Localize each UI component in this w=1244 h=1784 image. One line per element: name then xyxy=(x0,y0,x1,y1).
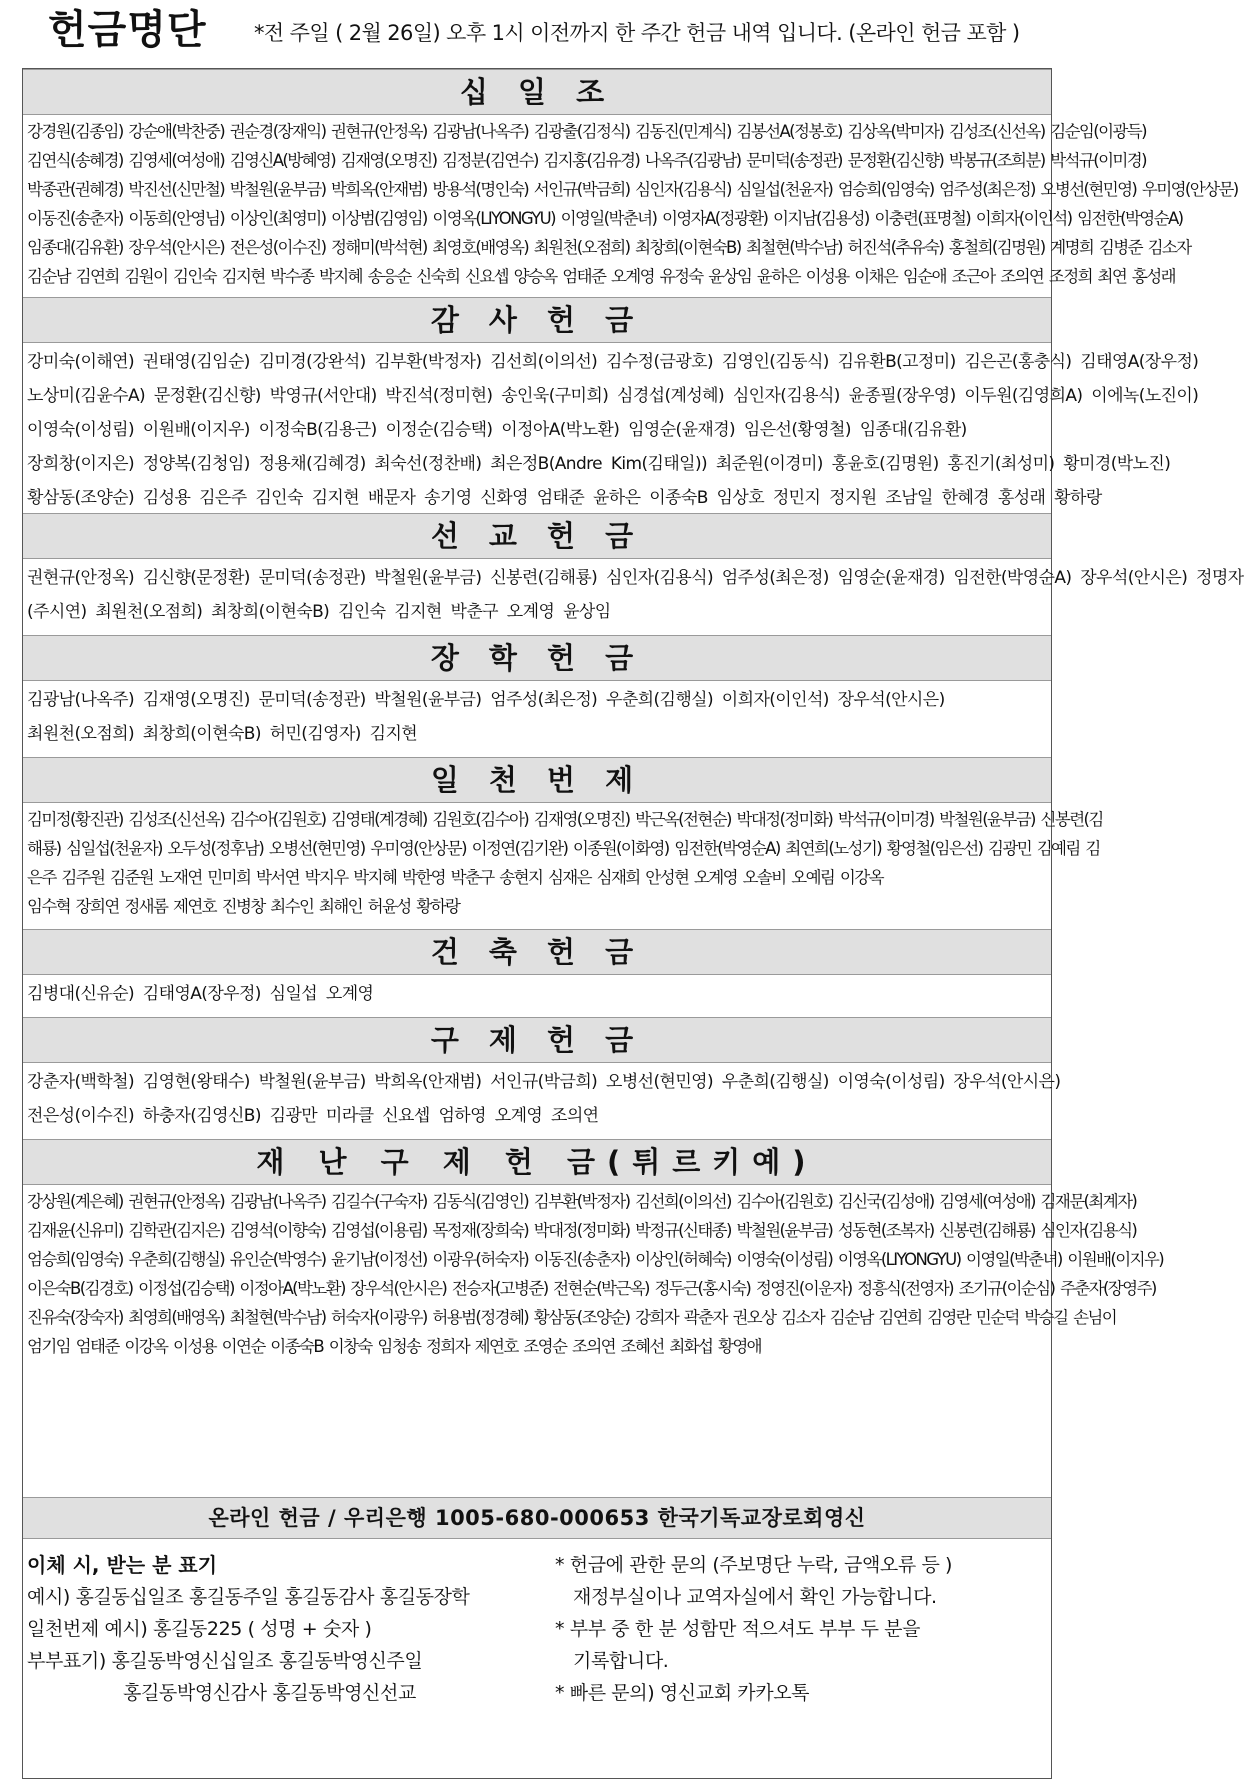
section-body-scholarship xyxy=(27,683,1047,751)
name-line: 김미정(황진관) 김성조(신선옥) 김수아(김원호) 김영태(계경혜) 김원호(김수아) 김재영(오명진) 박근옥(전현순) 박대정(정미화) 박석규(이미경) 박철원(윤부금) 신봉련(김 xyxy=(27,810,1103,829)
section-body-thanks xyxy=(27,345,1199,515)
transfer-guide-title: 이체 시, 받는 분 표기 xyxy=(27,1553,218,1577)
transfer-guide xyxy=(27,1549,547,1709)
header-notice: *전 주일 ( 2월 26일) 오후 1시 이전까지 한 주간 헌금 내역 입니다. (온라인 헌금 포함 ) xyxy=(254,21,1020,45)
transfer-guide-line: 홍길동박영신감사 홍길동박영신선교 xyxy=(123,1682,416,1704)
name-line: 권현규(안정옥) 김신향(문정환) 문미덕(송정관) 박철원(윤부금) 신봉련(김해룡) 심인자(김용식) 엄주성(최은정) 임영순(윤재경) 임전한(박영순A) 장우석(안시은) 정명자 xyxy=(27,568,1244,588)
name-line: 김광남(나옥주) 김재영(오명진) 문미덕(송정관) 박철원(윤부금) 엄주성(최은정) 우춘희(김행실) 이희자(이인석) 장우석(안시은) xyxy=(27,690,945,710)
name-line: 임수혁 장희연 정새롬 제연호 진병창 최수인 최해인 허윤성 황하랑 xyxy=(27,897,460,916)
section-body-relief xyxy=(27,1065,1061,1133)
name-line: 박종관(권혜경) 박진선(신만철) 박철원(윤부금) 박희옥(안재범) 방용석(명인숙) 서인규(박금희) 심인자(김용식) 심일섭(천윤자) 엄승희(임영숙) 엄주성(최은정) 오병선(현민영) 우미영(안상문) xyxy=(27,180,1238,199)
name-line: (주시연) 최원천(오점희) 최창희(이현숙B) 김인숙 김지현 박춘구 오계영 윤상임 xyxy=(27,602,611,622)
name-line: 전은성(이수진) 하충자(김영신B) 김광만 미라클 신요셉 엄하영 오계영 조의연 xyxy=(27,1106,599,1126)
name-line: 진유숙(장숙자) 최영희(배영옥) 최철현(박수남) 허숙자(이광우) 허용범(정경혜) 황삼동(조양순) 강희자 곽춘자 권오상 김소자 김순남 김연희 김영란 민순덕 박승길 손님이 xyxy=(27,1308,1117,1327)
note-line: 기록합니다. xyxy=(573,1650,669,1672)
name-line: 김병대(신유순) 김태영A(장우정) 심일섭 오계영 xyxy=(27,984,374,1004)
note-line: * 부부 중 한 분 성함만 적으셔도 부부 두 분을 xyxy=(555,1618,921,1640)
transfer-guide-line: 예시) 홍길동십일조 홍길동주일 홍길동감사 홍길동장학 xyxy=(27,1586,470,1608)
name-line: 강미숙(이해연) 권태영(김임순) 김미경(강완석) 김부환(박정자) 김선희(이의선) 김수정(금광호) 김영인(김동식) 김유환B(고정미) 김은곤(홍충식) 김태영A(장우정) xyxy=(27,352,1199,372)
name-line: 엄기임 엄태준 이강옥 이성용 이연순 이종숙B 이창숙 임청송 정희자 제연호 조영순 조의연 조혜선 최화섭 황영애 xyxy=(27,1337,762,1356)
section-title-building: 건 축 헌 금 xyxy=(23,929,1051,975)
name-line: 장희창(이지은) 정양복(김청임) 정용채(김혜경) 최숙선(정찬배) 최은정B(Andre Kim(김태일)) 최준원(이경미) 홍윤호(김명원) 홍진기(최성미) 황미경(박노진) xyxy=(27,454,1171,474)
name-line: 강상원(계은혜) 권현규(안정옥) 김광남(나옥주) 김길수(구숙자) 김동식(김영인) 김부환(박정자) 김선희(이의선) 김수아(김원호) 김신국(김성애) 김영세(여성애) 김재문(최계자) xyxy=(27,1192,1137,1211)
transfer-guide-line: 일천번제 예시) 홍길동225 ( 성명 + 숫자 ) xyxy=(27,1618,372,1640)
page-title: 헌금명단 xyxy=(48,7,207,53)
name-line: 노상미(김윤수A) 문정환(김신향) 박영규(서안대) 박진석(정미현) 송인욱(구미희) 심경섭(계성혜) 심인자(김용식) 윤종필(장우영) 이두원(김영희A) 이에녹(노진이) xyxy=(27,386,1199,406)
section-title-tithe: 십 일 조 xyxy=(23,69,1051,115)
note-line: 재정부실이나 교역자실에서 확인 가능합니다. xyxy=(573,1586,937,1608)
name-line: 엄승희(임영숙) 우춘희(김행실) 유인순(박영수) 윤기남(이정선) 이광우(허숙자) 이동진(송춘자) 이상인(허혜숙) 이영숙(이성림) 이영옥(LIYONGYU) 이영일(박춘녀) 이원배(이지우) xyxy=(27,1250,1164,1269)
note-line: * 빠른 문의) 영신교회 카카오톡 xyxy=(555,1682,810,1704)
name-line: 해룡) 심일섭(천윤자) 오두성(정후남) 오병선(현민영) 우미영(안상문) 이정연(김기완) 이종원(이화영) 임전한(박영순A) 최연희(노성기) 황영철(임은선) 김광민 김예림 김 xyxy=(27,839,1100,858)
name-line: 은주 김주원 김준원 노재연 민미희 박서연 박지우 박지혜 박한영 박춘구 송현지 심재은 심재희 안성현 오계영 오솔비 오예림 이강옥 xyxy=(27,868,883,887)
page-header xyxy=(22,0,1052,66)
section-title-mission: 선 교 헌 금 xyxy=(23,513,1051,559)
name-line: 최원천(오점희) 최창희(이현숙B) 허민(김영자) 김지현 xyxy=(27,724,418,744)
name-line: 황삼동(조양순) 김성용 김은주 김인숙 김지현 배문자 송기영 신화영 엄태준 윤하은 이종숙B 임상호 정민지 정지원 조남일 한혜경 홍성래 황하랑 xyxy=(27,488,1102,508)
section-body-thousand xyxy=(27,805,1103,921)
name-line: 김재윤(신유미) 김학관(김지은) 김영석(이향숙) 김영섭(이용림) 목정재(장희숙) 박대정(정미화) 박정규(신태종) 박철원(윤부금) 성동현(조복자) 신봉련(김해룡) 심인자(김용식) xyxy=(27,1221,1137,1240)
section-title-thousand: 일 천 번 제 xyxy=(23,757,1051,803)
transfer-guide-line: 부부표기) 홍길동박영신십일조 홍길동박영신주일 xyxy=(27,1650,423,1672)
note-line: * 헌금에 관한 문의 (주보명단 누락, 금액오류 등 ) xyxy=(555,1554,953,1576)
offering-board xyxy=(22,68,1244,1779)
section-body-mission xyxy=(27,561,1244,629)
name-line: 김연식(송혜경) 김영세(여성애) 김영신A(방혜영) 김재영(오명진) 김정분(김연수) 김지홍(김유경) 나옥주(김광남) 문미덕(송정관) 문정환(김신향) 박봉규(조희분) 박석규(이미경) xyxy=(27,151,1146,170)
offering-notes xyxy=(555,1549,1045,1709)
section-body-disaster xyxy=(27,1187,1164,1361)
name-line: 이은숙B(김경호) 이정섭(김승택) 이정아A(박노환) 장우석(안시은) 전승자(고병준) 전현순(박근옥) 정두근(홍시숙) 정영진(이운자) 정흥식(전영자) 조기규(이순심) 주춘자(장영주) xyxy=(27,1279,1156,1298)
section-title-disaster: 재 난 구 제 헌 금(튀르키예) xyxy=(23,1139,1051,1185)
section-title-relief: 구 제 헌 금 xyxy=(23,1017,1051,1063)
section-title-scholarship: 장 학 헌 금 xyxy=(23,635,1051,681)
name-line: 강춘자(백학철) 김영현(왕태수) 박철원(윤부금) 박희옥(안재범) 서인규(박금희) 오병선(현민영) 우춘희(김행실) 이영숙(이성림) 장우석(안시은) xyxy=(27,1072,1061,1092)
section-title-thanks: 감 사 헌 금 xyxy=(23,297,1051,343)
section-body-tithe xyxy=(27,117,1238,291)
online-offering-account: 온라인 헌금 / 우리은행 1005-680-000653 한국기독교장로회영신 xyxy=(23,1497,1051,1539)
section-body-building xyxy=(27,977,1047,1011)
name-line: 강경원(김종임) 강순애(박찬중) 권순경(장재익) 권현규(안정옥) 김광남(나옥주) 김광출(김정식) 김동진(민계식) 김봉선A(정봉호) 김상옥(박미자) 김성조(신선옥) 김순임(이광득) xyxy=(27,122,1146,141)
name-line: 이영숙(이성림) 이원배(이지우) 이정숙B(김용근) 이정순(김승택) 이정아A(박노환) 임영순(윤재경) 임은선(황영철) 임종대(김유환) xyxy=(27,420,967,440)
name-line: 이동진(송춘자) 이동희(안영님) 이상인(최영미) 이상범(김영임) 이영옥(LIYONGYU) 이영일(박춘녀) 이영자A(정광환) 이지남(김용성) 이충련(표명철) 이희자(이인석) 임전한(박영순A) xyxy=(27,209,1183,228)
name-line: 김순남 김연희 김원이 김인숙 김지현 박수종 박지혜 송응순 신숙희 신요셉 양승옥 엄태준 오계영 유정숙 윤상임 윤하은 이성용 이채은 임순애 조근아 조의연 조정희 최연 홍성래 xyxy=(27,267,1175,286)
name-line: 임종대(김유환) 장우석(안시은) 전은성(이수진) 정해미(박석현) 최영호(배영옥) 최원천(오점희) 최창희(이현숙B) 최철현(박수남) 허진석(추유숙) 홍철희(김명원) 계명희 김병준 김소자 xyxy=(27,238,1191,257)
